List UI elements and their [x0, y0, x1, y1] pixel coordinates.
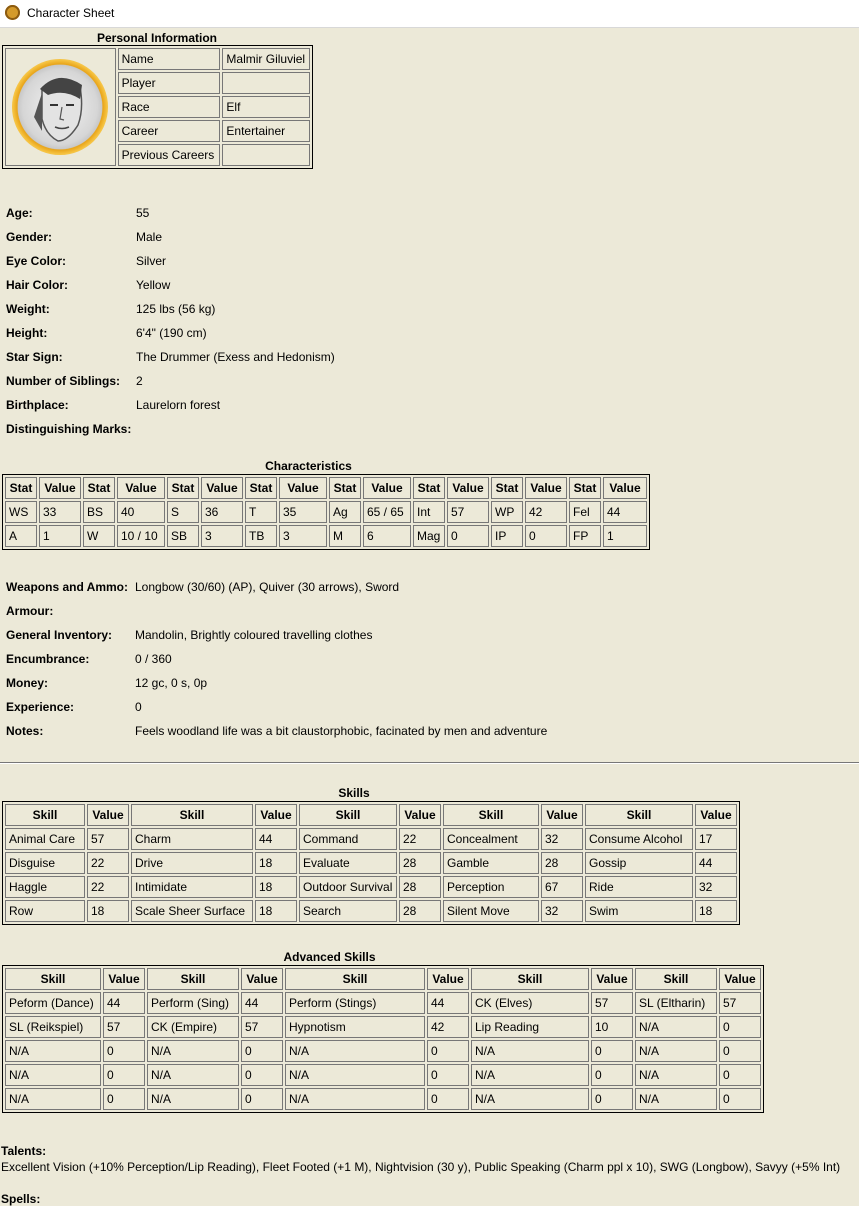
- characteristic-column-header: Stat: [245, 477, 277, 499]
- name-value: Malmir Giluviel: [222, 48, 310, 70]
- advanced-skill-value-cell: 0: [241, 1064, 283, 1086]
- advanced-skill-value-cell: 0: [241, 1088, 283, 1110]
- detail-label: Distinguishing Marks:: [6, 422, 132, 436]
- characteristic-row: [5, 501, 647, 523]
- previous-careers-label: Previous Careers: [118, 144, 221, 166]
- detail-label: Number of Siblings:: [6, 374, 120, 388]
- skill-value-cell: 44: [255, 828, 297, 850]
- skill-column-header: Value: [399, 804, 441, 826]
- career-value: Entertainer: [222, 120, 310, 142]
- characteristic-value-cell: 33: [39, 501, 81, 523]
- characteristic-column-header: Value: [39, 477, 81, 499]
- characteristic-column-header: Value: [363, 477, 411, 499]
- app-icon: [5, 5, 20, 20]
- advanced-skill-name-cell: N/A: [635, 1064, 717, 1086]
- equipment-value: 12 gc, 0 s, 0p: [135, 676, 208, 690]
- skill-name-cell: Row: [5, 900, 85, 922]
- advanced-skill-value-cell: 0: [591, 1064, 633, 1086]
- characteristic-name-cell: T: [245, 501, 277, 523]
- advanced-skill-header-row: [5, 968, 761, 990]
- advanced-skill-name-cell: N/A: [471, 1088, 589, 1110]
- skill-name-cell: Charm: [131, 828, 253, 850]
- advanced-skill-name-cell: Perform (Sing): [147, 992, 239, 1014]
- advanced-skill-name-cell: N/A: [5, 1088, 101, 1110]
- advanced-skill-value-cell: 0: [241, 1040, 283, 1062]
- equipment-value: 0: [135, 700, 142, 714]
- characteristic-name-cell: WS: [5, 501, 37, 523]
- portrait-cell: [5, 48, 116, 166]
- characteristic-value-cell: 6: [363, 525, 411, 547]
- detail-label: Hair Color:: [6, 278, 69, 292]
- skill-value-cell: 22: [399, 828, 441, 850]
- skill-name-cell: Animal Care: [5, 828, 85, 850]
- detail-label: Star Sign:: [6, 350, 63, 364]
- advanced-skill-name-cell: N/A: [285, 1064, 425, 1086]
- skill-name-cell: Outdoor Survival: [299, 876, 397, 898]
- characteristic-column-header: Stat: [83, 477, 115, 499]
- equipment-label: Weapons and Ammo:: [6, 580, 129, 594]
- skill-name-cell: Search: [299, 900, 397, 922]
- skill-name-cell: Scale Sheer Surface: [131, 900, 253, 922]
- characteristic-value-cell: 1: [39, 525, 81, 547]
- skill-name-cell: Disguise: [5, 852, 85, 874]
- skill-name-cell: Command: [299, 828, 397, 850]
- skill-row: [5, 876, 737, 898]
- detail-value: The Drummer (Exess and Hedonism): [136, 350, 335, 364]
- skill-name-cell: Gossip: [585, 852, 693, 874]
- skill-column-header: Skill: [585, 804, 693, 826]
- skill-value-cell: 28: [541, 852, 583, 874]
- characteristics-table: [2, 474, 650, 550]
- advanced-skill-name-cell: N/A: [5, 1064, 101, 1086]
- advanced-skills-table: [2, 965, 764, 1113]
- skill-column-header: Value: [541, 804, 583, 826]
- detail-label: Age:: [6, 206, 33, 220]
- previous-careers-value: [222, 144, 310, 166]
- characteristic-value-cell: 65 / 65: [363, 501, 411, 523]
- talents-value: Excellent Vision (+10% Perception/Lip Reading), Fleet Footed (+1 M), Nightvision (30 y), Public Speaking (Charm ppl x 10), SWG (Longbow), Savyy (+5% Int): [1, 1160, 841, 1174]
- advanced-skill-name-cell: N/A: [5, 1040, 101, 1062]
- equipment-label: Armour:: [6, 604, 54, 618]
- skill-name-cell: Ride: [585, 876, 693, 898]
- equipment-value: Mandolin, Brightly coloured travelling clothes: [135, 628, 373, 642]
- advanced-skill-name-cell: N/A: [635, 1016, 717, 1038]
- characteristic-value-cell: 57: [447, 501, 489, 523]
- race-value: Elf: [222, 96, 310, 118]
- characteristic-value-cell: 40: [117, 501, 165, 523]
- skill-value-cell: 18: [87, 900, 129, 922]
- advanced-skill-name-cell: N/A: [147, 1040, 239, 1062]
- advanced-skill-name-cell: CK (Elves): [471, 992, 589, 1014]
- advanced-skill-column-header: Skill: [5, 968, 101, 990]
- portrait-face-icon: [12, 59, 108, 155]
- skill-name-cell: Concealment: [443, 828, 539, 850]
- characteristic-value-cell: 44: [603, 501, 647, 523]
- characteristic-column-header: Stat: [413, 477, 445, 499]
- detail-label: Weight:: [6, 302, 50, 316]
- detail-value: 6'4" (190 cm): [136, 326, 207, 340]
- skill-column-header: Value: [255, 804, 297, 826]
- detail-value: Male: [136, 230, 163, 244]
- advanced-skill-name-cell: N/A: [285, 1088, 425, 1110]
- advanced-skill-column-header: Skill: [471, 968, 589, 990]
- advanced-skill-name-cell: Perform (Stings): [285, 992, 425, 1014]
- characteristic-column-header: Stat: [329, 477, 361, 499]
- advanced-skill-name-cell: Hypnotism: [285, 1016, 425, 1038]
- skill-value-cell: 32: [541, 828, 583, 850]
- advanced-skill-value-cell: 0: [103, 1064, 145, 1086]
- detail-label: Eye Color:: [6, 254, 67, 268]
- equipment-label: Encumbrance:: [6, 652, 90, 666]
- player-value: [222, 72, 310, 94]
- characteristic-name-cell: Int: [413, 501, 445, 523]
- characteristic-value-cell: 42: [525, 501, 567, 523]
- advanced-skill-value-cell: 44: [103, 992, 145, 1014]
- characteristic-value-cell: 3: [201, 525, 243, 547]
- advanced-skill-column-header: Value: [719, 968, 761, 990]
- characteristic-column-header: Value: [447, 477, 489, 499]
- player-label: Player: [118, 72, 221, 94]
- section-divider: [0, 762, 859, 764]
- skill-name-cell: Swim: [585, 900, 693, 922]
- characteristic-value-cell: 36: [201, 501, 243, 523]
- skill-row: [5, 900, 737, 922]
- advanced-skill-name-cell: N/A: [635, 1088, 717, 1110]
- characteristics-title: Characteristics: [265, 459, 352, 473]
- characteristic-row: [5, 525, 647, 547]
- detail-value: 2: [136, 374, 143, 388]
- detail-value: 125 lbs (56 kg): [136, 302, 216, 316]
- skill-header-row: [5, 804, 737, 826]
- characteristic-name-cell: Ag: [329, 501, 361, 523]
- advanced-skill-column-header: Value: [591, 968, 633, 990]
- skill-value-cell: 17: [695, 828, 737, 850]
- characteristic-name-cell: BS: [83, 501, 115, 523]
- advanced-skill-name-cell: N/A: [147, 1088, 239, 1110]
- characteristic-value-cell: 10 / 10: [117, 525, 165, 547]
- advanced-skill-value-cell: 0: [103, 1040, 145, 1062]
- equipment-value: Longbow (30/60) (AP), Quiver (30 arrows), Sword: [135, 580, 400, 594]
- career-label: Career: [118, 120, 221, 142]
- advanced-skill-value-cell: 0: [103, 1088, 145, 1110]
- characteristic-value-cell: 35: [279, 501, 327, 523]
- characteristic-name-cell: WP: [491, 501, 523, 523]
- advanced-skill-row: [5, 992, 761, 1014]
- characteristic-name-cell: S: [167, 501, 199, 523]
- skill-value-cell: 22: [87, 876, 129, 898]
- characteristic-name-cell: Mag: [413, 525, 445, 547]
- advanced-skill-value-cell: 0: [591, 1088, 633, 1110]
- advanced-skill-value-cell: 0: [719, 1064, 761, 1086]
- advanced-skill-name-cell: Lip Reading: [471, 1016, 589, 1038]
- equipment-value: Feels woodland life was a bit claustorphobic, facinated by men and adventure: [135, 724, 548, 738]
- advanced-skill-name-cell: SL (Reikspiel): [5, 1016, 101, 1038]
- advanced-skill-name-cell: N/A: [471, 1064, 589, 1086]
- personal-info-table: [2, 45, 313, 169]
- advanced-skill-value-cell: 0: [591, 1040, 633, 1062]
- skill-value-cell: 18: [695, 900, 737, 922]
- characteristic-column-header: Stat: [167, 477, 199, 499]
- skill-column-header: Value: [695, 804, 737, 826]
- personal-info-title: Personal Information: [96, 31, 218, 45]
- characteristic-value-cell: 0: [525, 525, 567, 547]
- skill-column-header: Skill: [443, 804, 539, 826]
- advanced-skill-value-cell: 0: [427, 1040, 469, 1062]
- equipment-label: Experience:: [6, 700, 75, 714]
- advanced-skill-row: [5, 1040, 761, 1062]
- advanced-skills-title: Advanced Skills: [283, 950, 376, 964]
- skill-value-cell: 67: [541, 876, 583, 898]
- advanced-skill-value-cell: 42: [427, 1016, 469, 1038]
- advanced-skill-value-cell: 0: [719, 1088, 761, 1110]
- skill-column-header: Skill: [5, 804, 85, 826]
- name-label: Name: [118, 48, 221, 70]
- characteristic-name-cell: FP: [569, 525, 601, 547]
- skill-row: [5, 828, 737, 850]
- skill-name-cell: Drive: [131, 852, 253, 874]
- skill-value-cell: 44: [695, 852, 737, 874]
- characteristic-column-header: Value: [117, 477, 165, 499]
- detail-value: 55: [136, 206, 150, 220]
- detail-value: Silver: [136, 254, 167, 268]
- skill-value-cell: 22: [87, 852, 129, 874]
- advanced-skill-name-cell: N/A: [285, 1040, 425, 1062]
- characteristic-name-cell: TB: [245, 525, 277, 547]
- characteristic-column-header: Value: [201, 477, 243, 499]
- skill-value-cell: 32: [541, 900, 583, 922]
- skill-value-cell: 18: [255, 852, 297, 874]
- characteristic-name-cell: M: [329, 525, 361, 547]
- character-portrait: [12, 59, 108, 155]
- characteristic-header-row: [5, 477, 647, 499]
- advanced-skill-name-cell: N/A: [147, 1064, 239, 1086]
- skill-value-cell: 28: [399, 876, 441, 898]
- detail-value: Laurelorn forest: [136, 398, 221, 412]
- characteristic-name-cell: SB: [167, 525, 199, 547]
- detail-label: Height:: [6, 326, 48, 340]
- characteristic-column-header: Value: [603, 477, 647, 499]
- equipment-label: General Inventory:: [6, 628, 113, 642]
- window-title: Character Sheet: [27, 6, 115, 20]
- advanced-skill-value-cell: 44: [427, 992, 469, 1014]
- advanced-skill-value-cell: 0: [719, 1016, 761, 1038]
- spells-label: Spells:: [1, 1192, 41, 1206]
- skill-name-cell: Evaluate: [299, 852, 397, 874]
- characteristic-name-cell: W: [83, 525, 115, 547]
- talents-label: Talents:: [1, 1144, 47, 1158]
- detail-label: Birthplace:: [6, 398, 69, 412]
- advanced-skill-name-cell: CK (Empire): [147, 1016, 239, 1038]
- advanced-skill-row: [5, 1016, 761, 1038]
- skill-value-cell: 57: [87, 828, 129, 850]
- advanced-skill-name-cell: Peform (Dance): [5, 992, 101, 1014]
- advanced-skill-column-header: Value: [103, 968, 145, 990]
- advanced-skill-column-header: Value: [427, 968, 469, 990]
- skills-title: Skills: [338, 786, 370, 800]
- advanced-skill-row: [5, 1088, 761, 1110]
- skill-value-cell: 28: [399, 852, 441, 874]
- advanced-skill-value-cell: 0: [427, 1088, 469, 1110]
- characteristic-column-header: Value: [279, 477, 327, 499]
- skills-table: [2, 801, 740, 925]
- skill-name-cell: Gamble: [443, 852, 539, 874]
- skill-name-cell: Perception: [443, 876, 539, 898]
- characteristic-name-cell: Fel: [569, 501, 601, 523]
- characteristic-column-header: Stat: [491, 477, 523, 499]
- advanced-skill-value-cell: 57: [591, 992, 633, 1014]
- equipment-value: 0 / 360: [135, 652, 172, 666]
- advanced-skill-value-cell: 10: [591, 1016, 633, 1038]
- skill-value-cell: 18: [255, 876, 297, 898]
- characteristic-column-header: Value: [525, 477, 567, 499]
- skill-name-cell: Intimidate: [131, 876, 253, 898]
- characteristic-name-cell: IP: [491, 525, 523, 547]
- advanced-skill-value-cell: 57: [719, 992, 761, 1014]
- skill-column-header: Skill: [299, 804, 397, 826]
- advanced-skill-row: [5, 1064, 761, 1086]
- characteristic-name-cell: A: [5, 525, 37, 547]
- advanced-skill-column-header: Skill: [285, 968, 425, 990]
- equipment-label: Money:: [6, 676, 48, 690]
- characteristic-value-cell: 0: [447, 525, 489, 547]
- skill-value-cell: 28: [399, 900, 441, 922]
- skill-row: [5, 852, 737, 874]
- characteristic-value-cell: 3: [279, 525, 327, 547]
- characteristic-value-cell: 1: [603, 525, 647, 547]
- advanced-skill-name-cell: SL (Eltharin): [635, 992, 717, 1014]
- skill-value-cell: 18: [255, 900, 297, 922]
- skill-column-header: Value: [87, 804, 129, 826]
- advanced-skill-column-header: Skill: [147, 968, 239, 990]
- detail-value: Yellow: [136, 278, 171, 292]
- advanced-skill-value-cell: 57: [241, 1016, 283, 1038]
- detail-label: Gender:: [6, 230, 53, 244]
- advanced-skill-column-header: Value: [241, 968, 283, 990]
- advanced-skill-value-cell: 57: [103, 1016, 145, 1038]
- advanced-skill-value-cell: 44: [241, 992, 283, 1014]
- skill-value-cell: 32: [695, 876, 737, 898]
- advanced-skill-name-cell: N/A: [471, 1040, 589, 1062]
- skill-name-cell: Consume Alcohol: [585, 828, 693, 850]
- skill-name-cell: Silent Move: [443, 900, 539, 922]
- characteristic-column-header: Stat: [5, 477, 37, 499]
- advanced-skill-name-cell: N/A: [635, 1040, 717, 1062]
- advanced-skill-value-cell: 0: [719, 1040, 761, 1062]
- race-label: Race: [118, 96, 221, 118]
- advanced-skill-value-cell: 0: [427, 1064, 469, 1086]
- equipment-label: Notes:: [6, 724, 44, 738]
- skill-column-header: Skill: [131, 804, 253, 826]
- advanced-skill-column-header: Skill: [635, 968, 717, 990]
- title-bar: [0, 0, 859, 28]
- characteristic-column-header: Stat: [569, 477, 601, 499]
- skill-name-cell: Haggle: [5, 876, 85, 898]
